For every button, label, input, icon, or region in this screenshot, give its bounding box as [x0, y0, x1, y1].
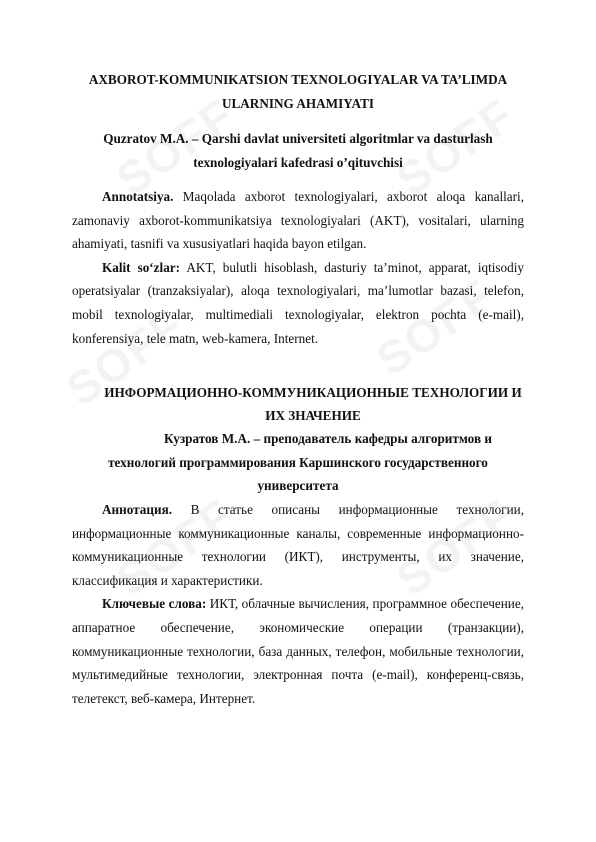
uz-keywords — [72, 256, 524, 350]
ru-title: ИНФОРМАЦИОННО-КОММУНИКАЦИОННЫЕ ТЕХНОЛОГИИ И ИХ ЗНАЧЕНИЕ — [104, 385, 522, 424]
uz-author: Quzratov M.A. – Qarshi davlat universiteti algoritmlar va dasturlash texnologiyalari kafedrasi o’qituvchisi — [103, 131, 493, 170]
ru-author — [72, 427, 524, 498]
uz-keywords-text: AKT, bulutli hisoblash, dasturiy ta’minot, apparat, iqtisodiy operatsiyalar (tranzaksiyalar), aloqa texnologiyalari, ma’lumotlar bazasi, telefon, mobil texnologiyalar, multimediali texnologiyalar, elektron pochta (e-mail), konferensiya, tele matn, web-kamera, Internet. — [72, 259, 524, 346]
ru-abstract-label: Аннотация. — [102, 501, 173, 517]
ru-abstract-text: В статье описаны информационные технологии, информационные коммуникационные каналы, современные информационно-коммуникационные технологии (ИКТ), инструменты, их значение, классификация и характеристики. — [72, 501, 524, 588]
uz-abstract-text: Maqolada axborot texnologiyalari, axborot aloqa kanallari, zamonaviy axborot-kommunikatsiya texnologiyalari (AKT), vositalari, ularning ahamiyati, tasnifi va xususiyatlari haqida bayon etilgan. — [72, 189, 524, 252]
document-page — [72, 68, 524, 710]
ru-abstract — [72, 498, 524, 592]
uz-abstract-label: Annotatsiya. — [102, 189, 174, 204]
ru-keywords — [72, 592, 524, 710]
ru-author-line1: Кузратов М.А. – преподаватель кафедры алгоритмов и — [164, 431, 492, 447]
ru-keywords-text: ИКТ, облачные вычисления, программное обеспечение, аппаратное обеспечение, экономические операции (транзакции), коммуникационные технологии, база данных, телефон, мобильные технологии, мультимедийные технологии, электронная почта (e-mail), конференц-связь, телетекст, веб-камера, Интернет. — [72, 596, 524, 706]
uz-abstract — [72, 185, 524, 256]
uz-title: AXBOROT-KOMMUNIKATSION TEXNOLOGIYALAR VA TA’LIMDA ULARNING AHAMIYATI — [88, 72, 508, 111]
ru-keywords-label: Ключевые слова: — [102, 596, 207, 612]
uz-keywords-label: Kalit so‘zlar: — [102, 259, 181, 275]
ru-author-line3: университета — [257, 478, 339, 494]
ru-author-line2: технологий программирования Каршинского государственного — [108, 454, 488, 470]
